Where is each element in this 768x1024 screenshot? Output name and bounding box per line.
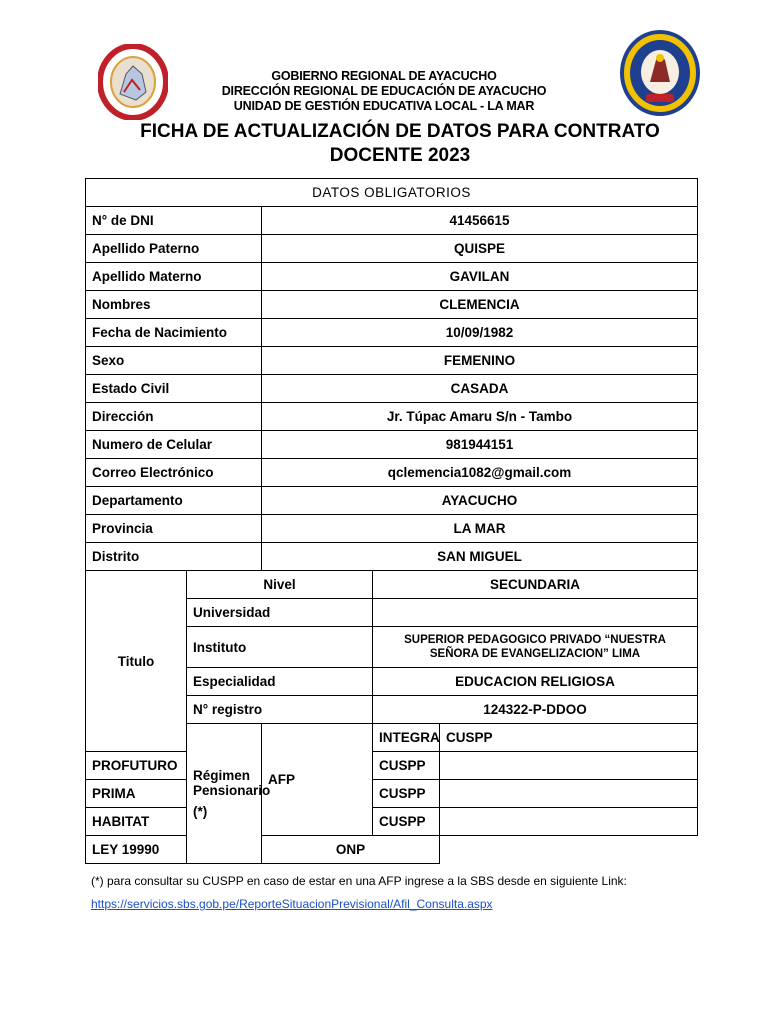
field-row-estado-civil (86, 375, 698, 403)
field-label: Fecha de Nacimiento (86, 319, 262, 347)
regimen-label-line2: Pensionario (193, 783, 271, 798)
field-value: CLEMENCIA (262, 291, 698, 319)
afp-label: AFP (262, 724, 373, 836)
cuspp-value (440, 808, 698, 836)
cuspp-footnote: (*) para consultar su CUSPP en caso de estar en una AFP ingrese a la SBS desde en siguiente Link: (91, 874, 627, 888)
titulo-field-value (373, 599, 698, 627)
titulo-field-label: Especialidad (187, 668, 373, 696)
field-label: Nombres (86, 291, 262, 319)
titulo-field-value: 124322-P-DDOO (373, 696, 698, 724)
afp-name: PROFUTURO (86, 752, 187, 780)
field-label: N° de DNI (86, 207, 262, 235)
titulo-field-label: Instituto (187, 627, 373, 668)
titulo-label: Titulo (86, 571, 187, 752)
field-value: 10/09/1982 (262, 319, 698, 347)
field-value: QUISPE (262, 235, 698, 263)
field-label: Estado Civil (86, 375, 262, 403)
section-title: DATOS OBLIGATORIOS (86, 179, 698, 207)
field-label: Sexo (86, 347, 262, 375)
regimen-label-line1: Régimen (193, 768, 251, 783)
afp-row-prima (86, 780, 698, 808)
org-line-direccion: DIRECCIÓN REGIONAL DE EDUCACIÓN DE AYACUCHO (221, 84, 547, 98)
field-row-nombres (86, 291, 698, 319)
field-label: Correo Electrónico (86, 459, 262, 487)
ley-row (86, 836, 698, 864)
field-row-sexo (86, 347, 698, 375)
titulo-field-value: SUPERIOR PEDAGOGICO PRIVADO “NUESTRA SEÑORA DE EVANGELIZACION” LIMA (373, 627, 698, 668)
cuspp-label: CUSPP (373, 808, 440, 836)
field-row-fecha-nacimiento (86, 319, 698, 347)
field-row-celular (86, 431, 698, 459)
cuspp-label: CUSPP (373, 752, 440, 780)
field-label: Distrito (86, 543, 262, 571)
field-value: Jr. Túpac Amaru S/n - Tambo (262, 403, 698, 431)
field-label: Numero de Celular (86, 431, 262, 459)
cuspp-label: CUSPP (440, 724, 698, 752)
field-value: LA MAR (262, 515, 698, 543)
field-value: SAN MIGUEL (262, 543, 698, 571)
afp-name: HABITAT (86, 808, 187, 836)
data-form-table (85, 178, 698, 864)
field-value: 981944151 (262, 431, 698, 459)
field-label: Apellido Materno (86, 263, 262, 291)
field-label: Departamento (86, 487, 262, 515)
field-value: CASADA (262, 375, 698, 403)
field-value: 41456615 (262, 207, 698, 235)
titulo-field-label: Universidad (187, 599, 373, 627)
field-row-direccion (86, 403, 698, 431)
titulo-field-value: SECUNDARIA (373, 571, 698, 599)
titulo-row-nivel (86, 571, 698, 599)
ley-label: LEY 19990 (86, 836, 262, 864)
org-line-gobierno: GOBIERNO REGIONAL DE AYACUCHO (271, 69, 497, 83)
field-label: Dirección (86, 403, 262, 431)
titulo-field-label: Nivel (187, 571, 373, 599)
field-row-correo (86, 459, 698, 487)
field-value: AYACUCHO (262, 487, 698, 515)
field-label: Provincia (86, 515, 262, 543)
afp-name: PRIMA (86, 780, 187, 808)
org-line-ugel: UNIDAD DE GESTIÓN EDUCATIVA LOCAL - LA MAR (233, 99, 535, 113)
field-row-provincia (86, 515, 698, 543)
document-title-line1: FICHA DE ACTUALIZACIÓN DE DATOS PARA CONTRATO (140, 121, 660, 142)
field-row-departamento (86, 487, 698, 515)
cuspp-value (440, 780, 698, 808)
titulo-field-label: N° registro (187, 696, 373, 724)
afp-row-profuturo (86, 752, 698, 780)
field-label: Apellido Paterno (86, 235, 262, 263)
field-value: GAVILAN (262, 263, 698, 291)
field-row-distrito (86, 543, 698, 571)
cuspp-label: CUSPP (373, 780, 440, 808)
afp-name: INTEGRA (373, 724, 440, 752)
document-title-line2: DOCENTE 2023 (329, 145, 471, 166)
onp-label: ONP (262, 836, 440, 864)
regimen-label-line3: (*) (193, 804, 208, 819)
titulo-field-value: EDUCACION RELIGIOSA (373, 668, 698, 696)
field-row-apellido-paterno (86, 235, 698, 263)
field-row-dni (86, 207, 698, 235)
field-value: qclemencia1082@gmail.com (262, 459, 698, 487)
sbs-consulta-link[interactable]: https://servicios.sbs.gob.pe/ReporteSituacionPrevisional/Afil_Consulta.aspx (91, 897, 493, 911)
cuspp-value (440, 752, 698, 780)
field-row-apellido-materno (86, 263, 698, 291)
afp-row-habitat (86, 808, 698, 836)
field-value: FEMENINO (262, 347, 698, 375)
